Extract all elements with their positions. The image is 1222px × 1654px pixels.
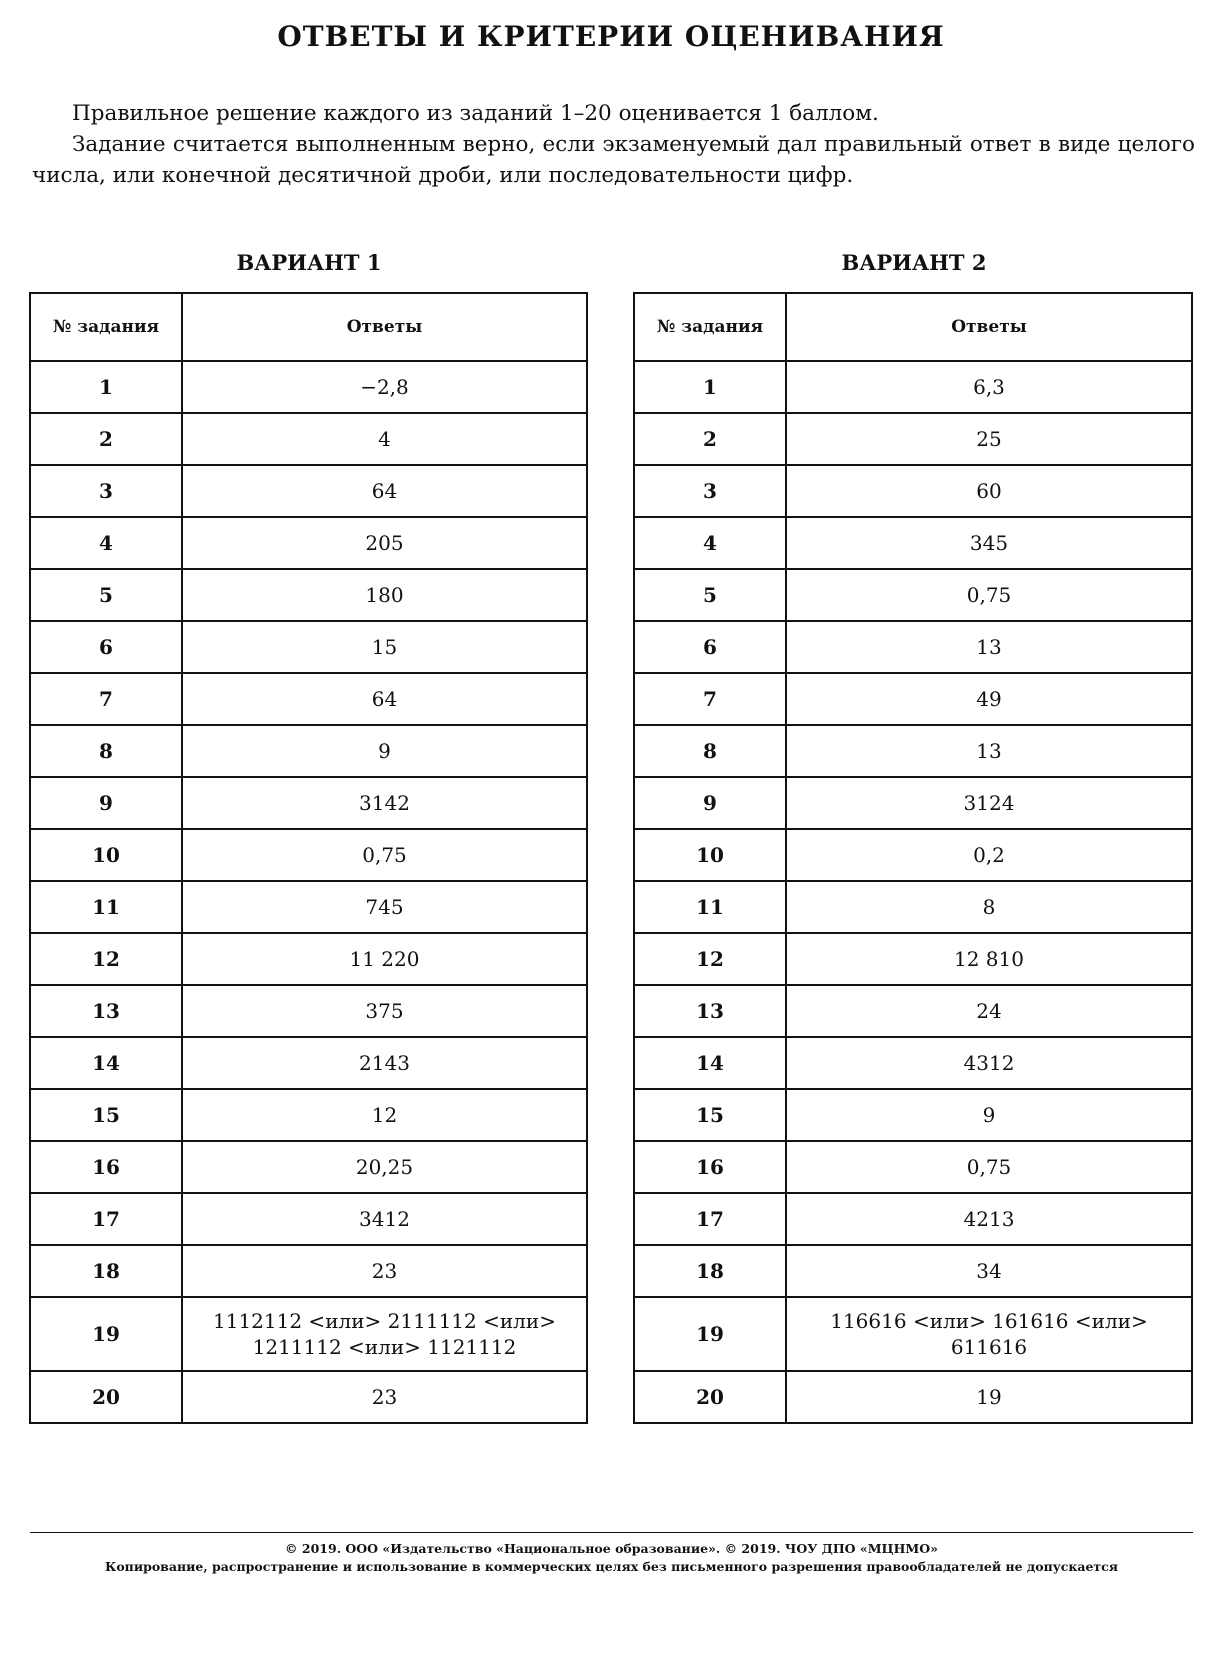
table-row — [634, 673, 1192, 725]
answer-cell: 1112112 <или> 2111112 <или> 1211112 <или> 1121112 — [182, 1297, 587, 1371]
table-row — [30, 621, 587, 673]
answer-cell: 0,2 — [786, 829, 1192, 881]
task-number-cell: 7 — [634, 673, 786, 725]
variant-2-title: ВАРИАНТ 2 — [841, 250, 987, 275]
task-number-cell: 8 — [634, 725, 786, 777]
answers-header: Ответы — [786, 293, 1192, 361]
table-row — [634, 1037, 1192, 1089]
answer-cell: 375 — [182, 985, 587, 1037]
task-number-cell: 9 — [634, 777, 786, 829]
table-header-row — [30, 293, 587, 361]
table-row — [634, 517, 1192, 569]
task-number-cell: 1 — [30, 361, 182, 413]
task-number-cell: 13 — [634, 985, 786, 1037]
table-row — [634, 1245, 1192, 1297]
task-number-cell: 16 — [30, 1141, 182, 1193]
task-number-cell: 17 — [30, 1193, 182, 1245]
intro-text — [32, 98, 1195, 191]
table-row — [634, 413, 1192, 465]
table-row — [30, 1037, 587, 1089]
answer-cell: 24 — [786, 985, 1192, 1037]
table-row — [30, 725, 587, 777]
copying-restriction-notice: Копирование, распространение и использование в коммерческих целях без письменного разрешения правообладателей не допускается — [104, 1559, 1119, 1574]
answer-cell: 13 — [786, 725, 1192, 777]
answer-cell: 23 — [182, 1371, 587, 1423]
task-number-cell: 19 — [30, 1297, 182, 1371]
task-number-cell: 5 — [30, 569, 182, 621]
task-number-header: № задания — [634, 293, 786, 361]
task-number-cell: 15 — [634, 1089, 786, 1141]
table-row — [634, 1089, 1192, 1141]
table-row — [634, 985, 1192, 1037]
table-row — [30, 1297, 587, 1371]
task-number-cell: 14 — [30, 1037, 182, 1089]
task-number-cell: 14 — [634, 1037, 786, 1089]
task-number-cell: 15 — [30, 1089, 182, 1141]
table-row — [30, 569, 587, 621]
table-row — [634, 725, 1192, 777]
answer-cell: 3412 — [182, 1193, 587, 1245]
table-row — [30, 777, 587, 829]
intro-paragraph-criteria: Задание считается выполненным верно, если экзаменуемый дал правильный ответ в виде целого числа, или конечной десятичной дроби, или последовательности цифр. — [32, 132, 1195, 188]
table-row — [634, 933, 1192, 985]
answer-cell: 9 — [786, 1089, 1192, 1141]
answer-cell: 19 — [786, 1371, 1192, 1423]
table-row — [30, 465, 587, 517]
answer-cell: 12 810 — [786, 933, 1192, 985]
answer-cell: 23 — [182, 1245, 587, 1297]
answer-cell: 0,75 — [786, 569, 1192, 621]
task-number-cell: 6 — [30, 621, 182, 673]
task-number-cell: 2 — [30, 413, 182, 465]
answer-cell: 4213 — [786, 1193, 1192, 1245]
copyright-notice: © 2019. ООО «Издательство «Национальное образование». © 2019. ЧОУ ДПО «МЦНМО» — [285, 1541, 938, 1556]
table-row — [634, 1193, 1192, 1245]
page-title: ОТВЕТЫ И КРИТЕРИИ ОЦЕНИВАНИЯ — [277, 20, 945, 53]
answer-cell: 745 — [182, 881, 587, 933]
answer-cell: 60 — [786, 465, 1192, 517]
answer-cell: 345 — [786, 517, 1192, 569]
task-number-cell: 8 — [30, 725, 182, 777]
task-number-cell: 20 — [30, 1371, 182, 1423]
answers-header: Ответы — [182, 293, 587, 361]
table-row — [634, 1371, 1192, 1423]
task-number-cell: 5 — [634, 569, 786, 621]
table-row — [634, 1141, 1192, 1193]
answer-cell: 15 — [182, 621, 587, 673]
answer-cell: 3124 — [786, 777, 1192, 829]
task-number-cell: 20 — [634, 1371, 786, 1423]
table-row — [634, 465, 1192, 517]
table-row — [634, 829, 1192, 881]
table-row — [634, 569, 1192, 621]
task-number-cell: 13 — [30, 985, 182, 1037]
table-row — [30, 413, 587, 465]
variant-1-title: ВАРИАНТ 1 — [236, 250, 382, 275]
task-number-cell: 18 — [634, 1245, 786, 1297]
task-number-cell: 4 — [30, 517, 182, 569]
answer-cell: 11 220 — [182, 933, 587, 985]
table-row — [30, 933, 587, 985]
answer-cell: 180 — [182, 569, 587, 621]
answer-cell: 64 — [182, 673, 587, 725]
answer-cell: 12 — [182, 1089, 587, 1141]
table-row — [30, 517, 587, 569]
task-number-cell: 18 — [30, 1245, 182, 1297]
task-number-cell: 10 — [30, 829, 182, 881]
table-row — [30, 1371, 587, 1423]
answer-cell: 6,3 — [786, 361, 1192, 413]
variant-1-answers-table — [29, 292, 588, 1424]
task-number-cell: 2 — [634, 413, 786, 465]
answer-cell: 20,25 — [182, 1141, 587, 1193]
table-row — [30, 1245, 587, 1297]
answer-cell: 9 — [182, 725, 587, 777]
table-row — [30, 673, 587, 725]
table-row — [634, 1297, 1192, 1371]
answer-cell: 0,75 — [786, 1141, 1192, 1193]
answer-cell: 4312 — [786, 1037, 1192, 1089]
answer-cell: 49 — [786, 673, 1192, 725]
task-number-cell: 12 — [634, 933, 786, 985]
table-row — [30, 829, 587, 881]
task-number-cell: 10 — [634, 829, 786, 881]
task-number-cell: 4 — [634, 517, 786, 569]
task-number-cell: 9 — [30, 777, 182, 829]
table-row — [30, 1193, 587, 1245]
task-number-cell: 3 — [634, 465, 786, 517]
answer-cell: 4 — [182, 413, 587, 465]
answer-cell: 0,75 — [182, 829, 587, 881]
task-number-cell: 3 — [30, 465, 182, 517]
task-number-cell: 16 — [634, 1141, 786, 1193]
footer-divider — [30, 1532, 1193, 1533]
task-number-cell: 6 — [634, 621, 786, 673]
table-row — [634, 777, 1192, 829]
table-row — [634, 361, 1192, 413]
task-number-header: № задания — [30, 293, 182, 361]
answer-cell: 13 — [786, 621, 1192, 673]
answer-cell: 116616 <или> 161616 <или> 611616 — [786, 1297, 1192, 1371]
task-number-cell: 7 — [30, 673, 182, 725]
table-row — [30, 361, 587, 413]
table-row — [634, 621, 1192, 673]
table-row — [30, 881, 587, 933]
task-number-cell: 11 — [30, 881, 182, 933]
task-number-cell: 17 — [634, 1193, 786, 1245]
table-row — [30, 1089, 587, 1141]
answer-cell: 34 — [786, 1245, 1192, 1297]
table-row — [634, 881, 1192, 933]
task-number-cell: 11 — [634, 881, 786, 933]
task-number-cell: 1 — [634, 361, 786, 413]
answer-cell: 8 — [786, 881, 1192, 933]
answer-cell: 2143 — [182, 1037, 587, 1089]
answer-cell: 3142 — [182, 777, 587, 829]
intro-paragraph-scoring: Правильное решение каждого из заданий 1–20 оценивается 1 баллом. — [72, 101, 879, 126]
table-row — [30, 1141, 587, 1193]
table-row — [30, 985, 587, 1037]
answer-cell: 205 — [182, 517, 587, 569]
task-number-cell: 12 — [30, 933, 182, 985]
table-header-row — [634, 293, 1192, 361]
answer-cell: 64 — [182, 465, 587, 517]
variant-2-answers-table — [633, 292, 1193, 1424]
answer-cell: −2,8 — [182, 361, 587, 413]
task-number-cell: 19 — [634, 1297, 786, 1371]
answer-cell: 25 — [786, 413, 1192, 465]
